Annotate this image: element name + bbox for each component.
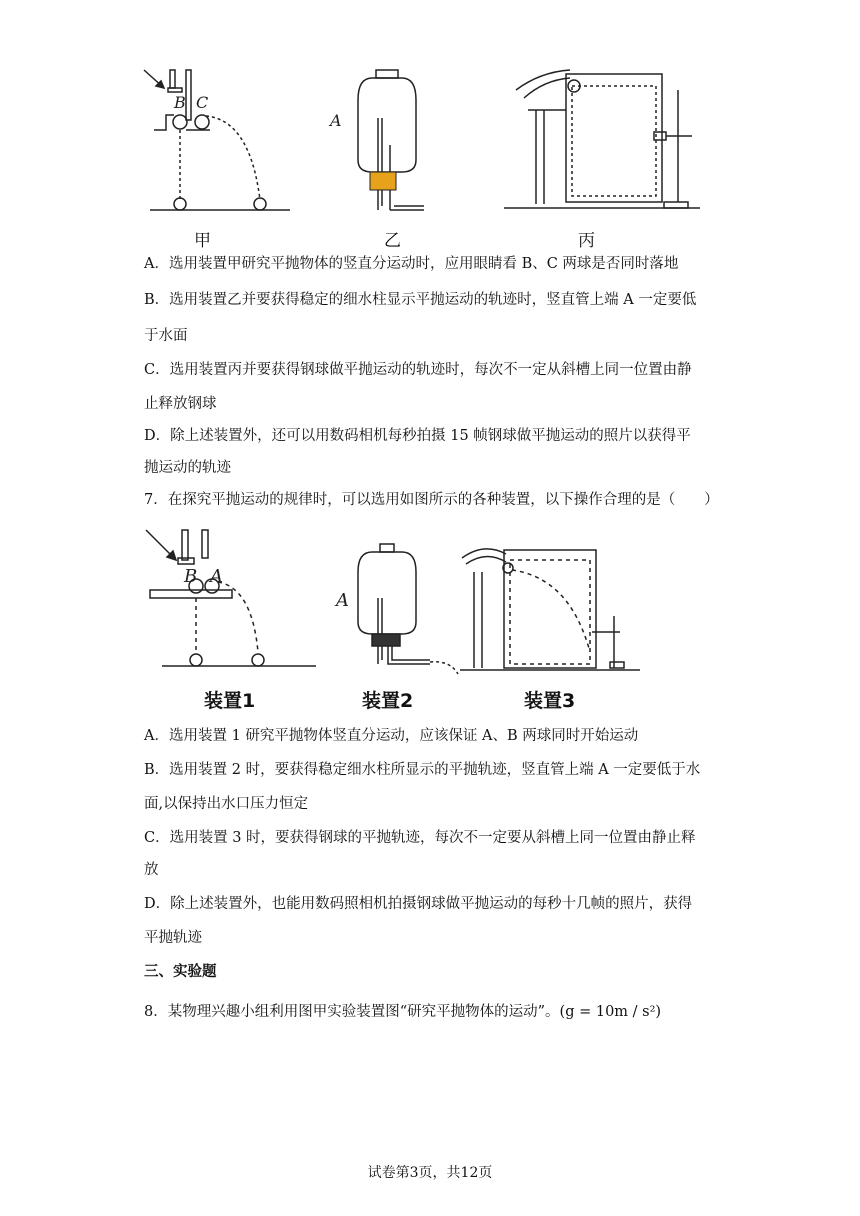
q6-option-a: A．选用装置甲研究平抛物体的竖直分运动时，应用眼睛看 B、C 两球是否同时落地 (144, 256, 679, 272)
q7-option-a: A．选用装置 1 研究平抛物体竖直分运动，应该保证 A、B 两球同时开始运动 (144, 728, 639, 744)
label-c: C (196, 93, 209, 112)
water-bottle (358, 78, 416, 172)
q6-option-c: C．选用装置丙并要获得钢球做平抛运动的轨迹时，每次不一定从斜槽上同一位置由静 (144, 362, 692, 378)
q7-option-d-cont: 平抛轨迹 (144, 930, 202, 946)
label-a-3: A (336, 590, 349, 611)
q7-option-d: D．除上述装置外，也能用数码照相机拍摄钢球做平抛运动的每秒十几帧的照片，获得 (144, 896, 693, 912)
figure-2 (140, 522, 640, 682)
q6-option-d: D．除上述装置外，还可以用数码相机每秒拍摄 15 帧钢球做平抛运动的照片以获得平 (144, 428, 691, 444)
caption-device-3: 装置3 (524, 690, 576, 712)
label-a-2: A (210, 566, 223, 587)
ball-c (195, 115, 209, 129)
q6-option-d-cont: 抛运动的轨迹 (144, 460, 231, 476)
q7-stem: 7．在探究平抛运动的规律时，可以选用如图所示的各种装置，以下操作合理的是（ ） (144, 492, 719, 508)
q6-option-b-cont: 于水面 (144, 328, 188, 344)
q6-option-c-cont: 止释放钢球 (144, 396, 217, 412)
caption-yi: 乙 (384, 231, 401, 251)
ball-b (173, 115, 187, 129)
q7-option-c-cont: 放 (144, 862, 159, 878)
q7-option-c: C．选用装置 3 时，要获得钢球的平抛轨迹，每次不一定要从斜槽上同一位置由静止释 (144, 830, 696, 846)
q8-stem: 8．某物理兴趣小组利用图甲实验装置图“研究平抛物体的运动”。(g = 10m / s²) (144, 1004, 662, 1020)
caption-device-2: 装置2 (362, 690, 414, 712)
caption-jia: 甲 (194, 231, 211, 251)
figure-1 (140, 60, 700, 250)
q6-option-b: B．选用装置乙并要获得稳定的细水柱显示平抛运动的轨迹时，竖直管上端 A 一定要低 (144, 292, 697, 308)
label-b: B (174, 93, 186, 112)
caption-bing: 丙 (578, 231, 595, 251)
label-a: A (330, 111, 342, 130)
q7-option-b-cont: 面,以保持出水口压力恒定 (144, 796, 309, 812)
page-footer: 试卷第3页，共12页 (367, 1165, 493, 1181)
q7-option-b: B．选用装置 2 时，要获得稳定细水柱所显示的平抛轨迹，竖直管上端 A 一定要低于水 (144, 762, 701, 778)
label-b-2: B (184, 566, 198, 587)
caption-device-1: 装置1 (204, 690, 256, 712)
section-title: 三、实验题 (144, 963, 217, 980)
